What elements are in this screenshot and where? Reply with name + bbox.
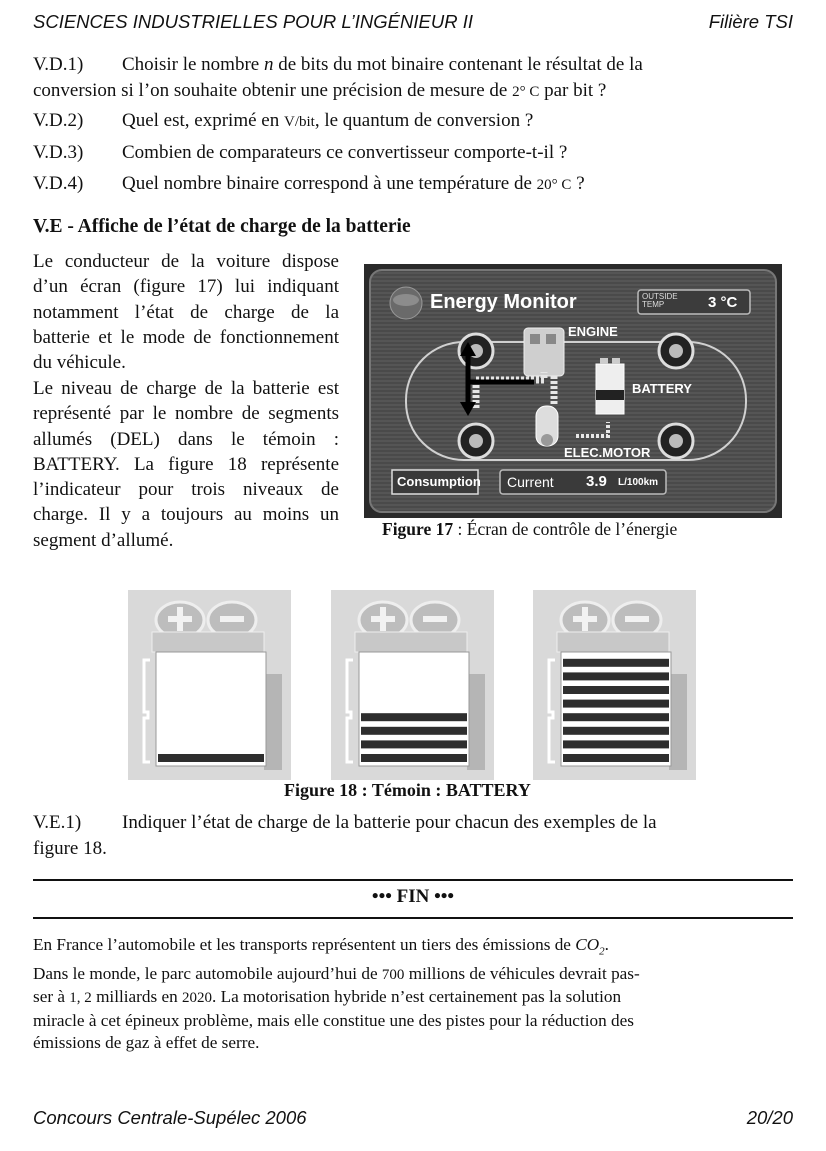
header-filiere: Filière TSI [708, 11, 793, 32]
terminal-sign [380, 607, 386, 631]
battery-indicator-1 [128, 590, 291, 780]
battery-body [359, 652, 469, 766]
divider-top [33, 879, 793, 881]
question-number: V.D.3) [33, 142, 84, 163]
engine-icon [524, 328, 564, 376]
co2-formula: $CO_2$ [575, 935, 605, 958]
question-number: V.E.1) [33, 812, 82, 833]
question-number: V.D.2) [33, 110, 84, 131]
question-vd1: V.D.1) Choisir le nombre n de bits du mot binaire contenant le résultat de la conversion si l’on souhaite obtenir une précision de mesure de 2° C par bit ? [33, 54, 643, 101]
battery-casing-top [355, 632, 467, 652]
electric-motor-icon [536, 406, 558, 446]
outside-temp-label: OUTSIDE TEMP [642, 292, 678, 309]
consumption-button[interactable]: Consumption [397, 474, 481, 489]
terminal-sign [423, 616, 447, 622]
battery-body [156, 652, 266, 766]
energy-monitor-title: Energy Monitor [430, 291, 577, 313]
question-ve1: V.E.1) Indiquer l’état de charge de la batterie pour chacun des exemples de la figure 18. [33, 812, 657, 859]
battery-indicator-graphic [128, 590, 291, 780]
battery-segment-on [361, 740, 467, 748]
paragraph-screen: Le conducteur de la voiture dispose d’un écran (figure 17) lui indiquant notamment l’état de charge de la batterie et le mode de fonctionnement du véhicule. [33, 251, 339, 374]
battery-segment-on [563, 713, 669, 721]
question-vd2: V.D.2) Quel est, exprimé en V/bit, le quantum de conversion ? [33, 108, 793, 135]
battery-segment-on [361, 713, 467, 721]
battery-label: BATTERY [632, 381, 692, 396]
battery-indicator-graphic [331, 590, 494, 780]
battery-segment-on [563, 740, 669, 748]
battery-bracket [144, 660, 150, 762]
question-number: V.D.4) [33, 173, 84, 194]
engine-label: ENGINE [568, 324, 618, 339]
battery-indicator-2 [331, 590, 494, 780]
battery-shadow [264, 674, 282, 770]
battery-shadow [669, 674, 687, 770]
outside-temp-value: 3 °C [708, 294, 738, 311]
battery-segment-on [361, 754, 467, 762]
car-silhouette-icon [393, 294, 419, 306]
battery-icon [596, 358, 624, 414]
battery-segment-on [563, 659, 669, 667]
header-title: SCIENCES INDUSTRIELLES POUR L’INGÉNIEUR II [33, 11, 473, 32]
figure17-caption: Figure 17 : Écran de contrôle de l’énergie [382, 519, 678, 539]
battery-segment-on [361, 727, 467, 735]
unit: V/bit [283, 114, 315, 130]
current-unit: L/100km [618, 477, 659, 488]
paragraph-battery-level: Le niveau de charge de la batterie est représenté par le nombre de segments allumés (DEL) dans le témoin : BATTERY. La figure 18 représente l’indicateur pour trois niveaux de charge. Il y a toujours au moins un segment d’allumé. [33, 378, 339, 551]
section-title: V.E - Affiche de l’état de charge de la batterie [33, 216, 411, 237]
terminal-sign [625, 616, 649, 622]
battery-segment-on [563, 727, 669, 735]
variable-n: n [263, 54, 274, 75]
unit: 2° C [512, 84, 540, 100]
battery-segment-on [563, 672, 669, 680]
battery-segment-on [563, 700, 669, 708]
battery-segment-on [158, 754, 264, 762]
battery-indicator-3 [533, 590, 696, 780]
closing-paragraph: En France l’automobile et les transports représentent un tiers des émissions de $CO_2$. Dans le monde, le parc automobile aujourd’hui de 700 millions de véhicules devrait pas- ser à 1, 2 milliards en 2020. La motorisation hybride n’est certainement pas la solution miracle à cet épineux problème, mais elle constitue une des pistes pour la réduction des émissions de gaz à effet de serre. [33, 935, 640, 1053]
terminal-sign [177, 607, 183, 631]
battery-segment-on [563, 686, 669, 694]
battery-indicator-graphic [533, 590, 696, 780]
battery-shadow [467, 674, 485, 770]
footer-page: 20/20 [746, 1107, 793, 1128]
figure18-caption: Figure 18 : Témoin : BATTERY [284, 780, 531, 800]
wheel-rear-right-icon [659, 424, 693, 458]
question-number: V.D.1) [33, 54, 84, 75]
battery-segment-on [563, 754, 669, 762]
energy-monitor-screen [364, 264, 782, 518]
battery-casing-top [152, 632, 264, 652]
battery-casing-top [557, 632, 669, 652]
battery-bracket [347, 660, 353, 762]
battery-bracket [549, 660, 555, 762]
divider-bottom [33, 917, 793, 919]
terminal-sign [582, 607, 588, 631]
battery-body [561, 652, 671, 766]
wheel-rear-left-icon [659, 334, 693, 368]
footer-left: Concours Centrale-Supélec 2006 [33, 1107, 307, 1128]
question-vd4: V.D.4) Quel nombre binaire correspond à une température de 20° C ? [33, 171, 793, 198]
elec-motor-label: ELEC.MOTOR [564, 445, 651, 460]
current-label: Current [507, 474, 554, 490]
terminal-sign [220, 616, 244, 622]
wheel-front-right-icon [459, 424, 493, 458]
fin-marker: ••• FIN ••• [371, 886, 455, 907]
question-vd3: V.D.3) Combien de comparateurs ce convertisseur comporte-t-il ? [33, 140, 793, 166]
current-value: 3.9 [586, 473, 607, 490]
unit: 20° C [536, 177, 572, 193]
